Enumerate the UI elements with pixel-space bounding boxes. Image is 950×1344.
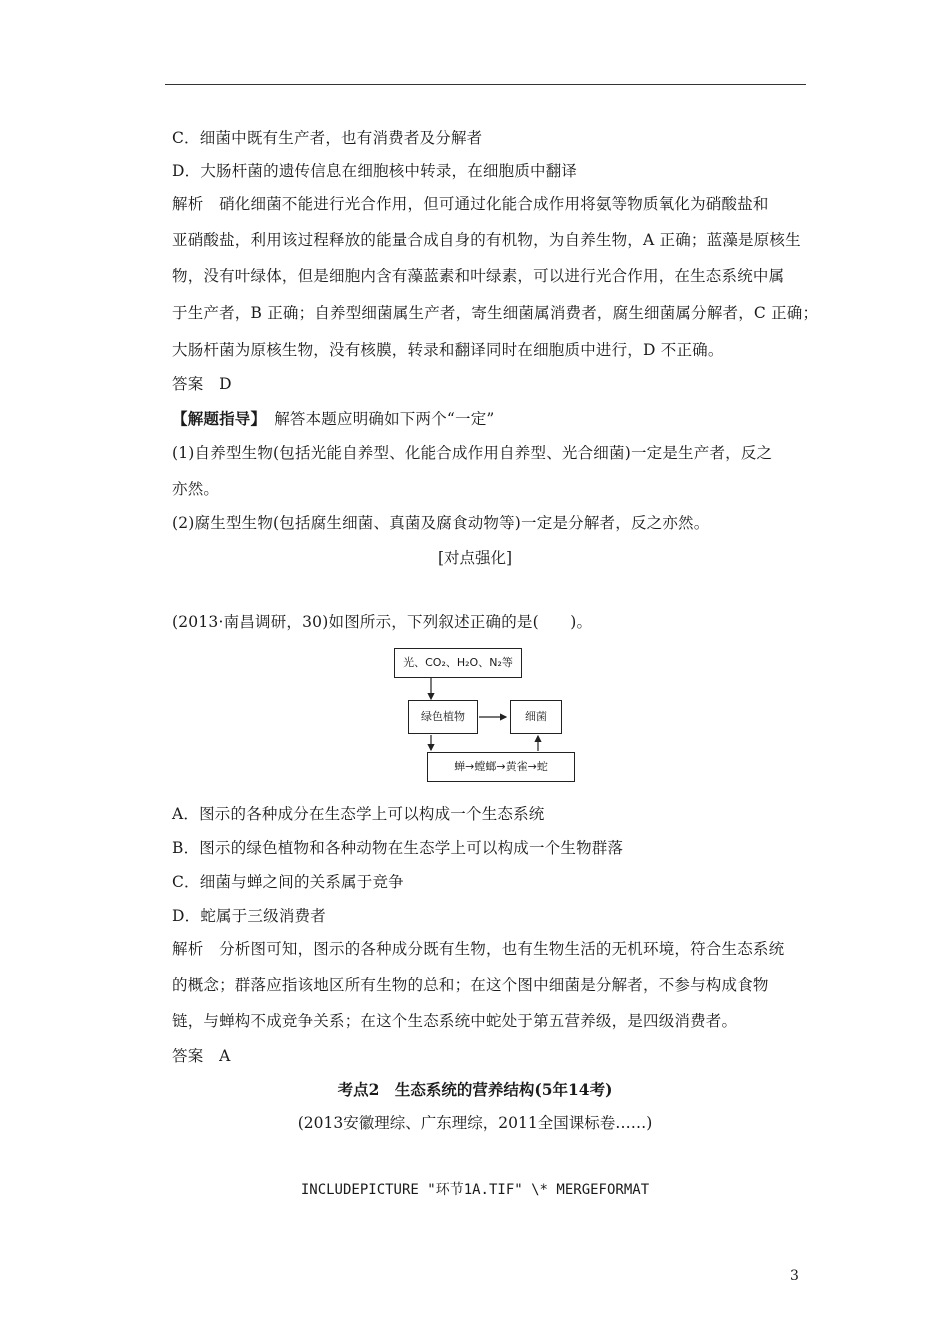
- section-heading: [对点强化]: [437, 549, 513, 567]
- guide-point-1-line-1: (1)自养型生物(包括光能自养型、化能合成作用自养型、光合细菌)一定是生产者，反之: [172, 444, 773, 462]
- guide-point-2: (2)腐生型生物(包括腐生细菌、真菌及腐食动物等)一定是分解者，反之亦然。: [172, 514, 710, 532]
- explanation-1-line-2: 亚硝酸盐，利用该过程释放的能量合成自身的有机物，为自养生物，A 正确；蓝藻是原核生: [172, 231, 801, 249]
- answer-1: 答案 D: [172, 375, 232, 393]
- guide-point-1-line-2: 亦然。: [172, 480, 220, 498]
- option-a: A．图示的各种成分在生态学上可以构成一个生态系统: [172, 805, 545, 823]
- explanation-2-line-2: 的概念；群落应指该地区所有生物的总和；在这个图中细菌是分解者，不参与构成食物: [172, 976, 769, 994]
- bacteria-label: 细菌: [525, 710, 547, 723]
- food-chain-label: 蝉→螳螂→黄雀→蛇: [454, 760, 548, 773]
- option-d-line: D．大肠杆菌的遗传信息在细胞核中转录，在细胞质中翻译: [172, 162, 578, 180]
- environment-label: 光、CO₂、H₂O、N₂等: [403, 656, 513, 669]
- option-c: C．细菌与蝉之间的关系属于竞争: [172, 873, 404, 891]
- explanation-1-line-3: 物，没有叶绿体，但是细胞内含有藻蓝素和叶绿素，可以进行光合作用，在生态系统中属: [172, 267, 785, 285]
- explanation-1-line-4: 于生产者，B 正确；自养型细菌属生产者，寄生细菌属消费者，腐生细菌属分解者，C 正确；: [172, 304, 819, 322]
- guide-text: 解答本题应明确如下两个“一定”: [274, 410, 495, 428]
- ecosystem-diagram: [380, 642, 600, 790]
- explanation-2-line-3: 链，与蝉构不成竞争关系；在这个生态系统中蛇处于第五营养级，是四级消费者。: [172, 1012, 738, 1030]
- header-rule: [165, 84, 806, 85]
- bacteria-box: [510, 700, 562, 734]
- guide-line: [172, 409, 495, 429]
- answer-2: 答案 A: [172, 1047, 231, 1065]
- guide-title: 【解题指导】: [172, 409, 267, 428]
- include-picture-field: INCLUDEPICTURE "环节1A.TIF" \* MERGEFORMAT: [300, 1182, 650, 1198]
- plant-label: 绿色植物: [421, 710, 465, 723]
- topic-heading: 考点2 生态系统的营养结构(5年14考): [337, 1080, 613, 1099]
- option-c-line: C．细菌中既有生产者，也有消费者及分解者: [172, 129, 483, 147]
- topic-subheading: (2013安徽理综、广东理综，2011全国课标卷……): [297, 1114, 653, 1132]
- explanation-2-line-1: 解析 分析图可知，图示的各种成分既有生物，也有生物生活的无机环境，符合生态系统: [172, 940, 785, 958]
- explanation-1-line-5: 大肠杆菌为原核生物，没有核膜，转录和翻译同时在细胞质中进行，D 不正确。: [172, 341, 724, 359]
- page-number: 3: [790, 1268, 799, 1284]
- option-d: D．蛇属于三级消费者: [172, 907, 326, 925]
- option-b: B．图示的绿色植物和各种动物在生态学上可以构成一个生物群落: [172, 839, 624, 857]
- explanation-1-line-1: 解析 硝化细菌不能进行光合作用，但可通过化能合成作用将氨等物质氧化为硝酸盐和: [172, 195, 769, 213]
- environment-box: [394, 648, 522, 678]
- question-2: (2013·南昌调研，30)如图所示，下列叙述正确的是( )。: [172, 613, 593, 631]
- food-chain-box: [427, 752, 575, 782]
- plant-box: [408, 700, 478, 734]
